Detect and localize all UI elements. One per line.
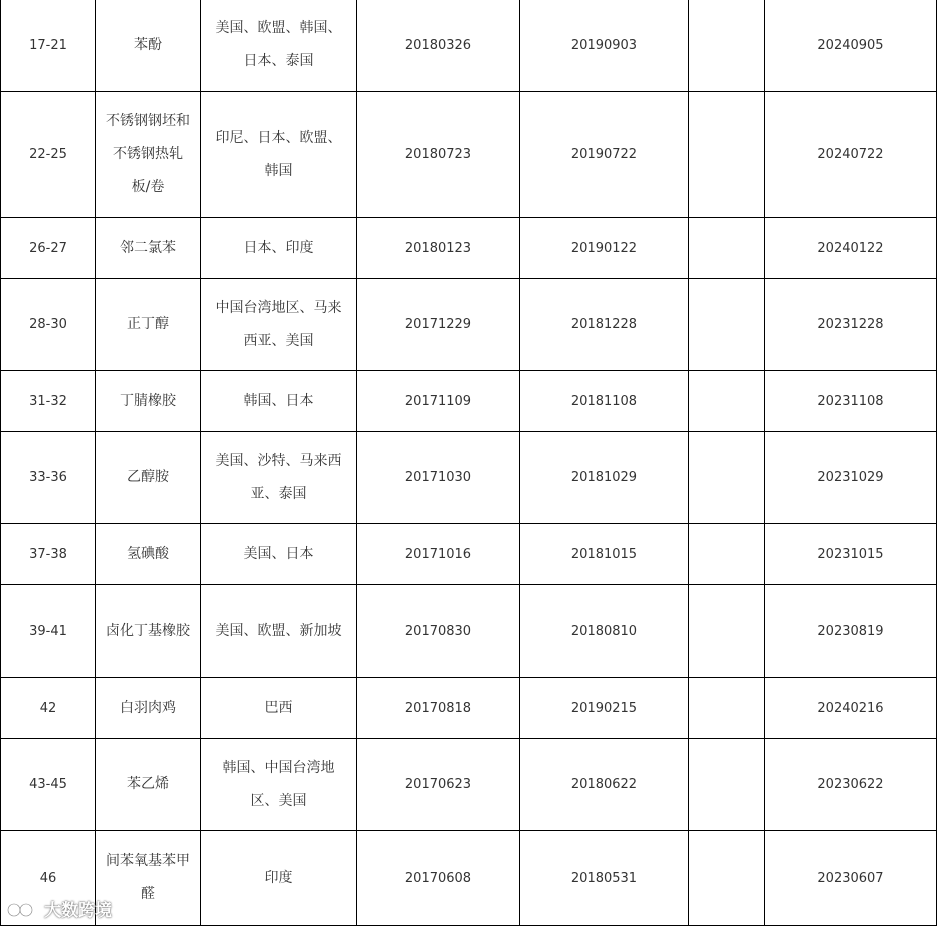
countries: 美国、欧盟、韩国、日本、泰国 xyxy=(201,0,357,92)
blank-cell xyxy=(689,371,765,432)
start-date: 20170818 xyxy=(357,678,520,739)
countries: 美国、欧盟、新加坡 xyxy=(201,585,357,678)
blank-cell xyxy=(689,0,765,92)
logo-icon xyxy=(6,897,40,921)
row-number: 42 xyxy=(1,678,96,739)
table-row xyxy=(1,0,937,92)
table-row xyxy=(1,524,937,585)
expire-date: 20230622 xyxy=(765,739,937,831)
watermark xyxy=(6,896,112,921)
end-date: 20190215 xyxy=(520,678,689,739)
countries: 日本、印度 xyxy=(201,218,357,279)
expire-date: 20231029 xyxy=(765,432,937,524)
product-name: 卤化丁基橡胶 xyxy=(96,585,201,678)
end-date: 20190722 xyxy=(520,92,689,218)
blank-cell xyxy=(689,92,765,218)
expire-date: 20230819 xyxy=(765,585,937,678)
expire-date: 20231228 xyxy=(765,279,937,371)
blank-cell xyxy=(689,218,765,279)
table-row xyxy=(1,218,937,279)
row-number: 46 xyxy=(1,831,96,926)
product-name: 白羽肉鸡 xyxy=(96,678,201,739)
expire-date: 20240905 xyxy=(765,0,937,92)
row-number: 26-27 xyxy=(1,218,96,279)
watermark-text: 大数跨境 xyxy=(44,901,112,921)
end-date: 20190903 xyxy=(520,0,689,92)
end-date: 20180531 xyxy=(520,831,689,926)
end-date: 20181108 xyxy=(520,371,689,432)
product-name: 正丁醇 xyxy=(96,279,201,371)
row-number: 37-38 xyxy=(1,524,96,585)
start-date: 20170623 xyxy=(357,739,520,831)
expire-date: 20240722 xyxy=(765,92,937,218)
end-date: 20180622 xyxy=(520,739,689,831)
expire-date: 20230607 xyxy=(765,831,937,926)
start-date: 20180123 xyxy=(357,218,520,279)
expire-date: 20231015 xyxy=(765,524,937,585)
start-date: 20170608 xyxy=(357,831,520,926)
countries: 韩国、日本 xyxy=(201,371,357,432)
end-date: 20181228 xyxy=(520,279,689,371)
product-name: 氢碘酸 xyxy=(96,524,201,585)
start-date: 20171109 xyxy=(357,371,520,432)
countries: 印尼、日本、欧盟、韩国 xyxy=(201,92,357,218)
start-date: 20171229 xyxy=(357,279,520,371)
blank-cell xyxy=(689,678,765,739)
expire-date: 20240216 xyxy=(765,678,937,739)
blank-cell xyxy=(689,524,765,585)
end-date: 20190122 xyxy=(520,218,689,279)
blank-cell xyxy=(689,831,765,926)
product-name: 间苯氧基苯甲醛 xyxy=(96,831,201,926)
start-date: 20180723 xyxy=(357,92,520,218)
product-name: 苯乙烯 xyxy=(96,739,201,831)
blank-cell xyxy=(689,279,765,371)
end-date: 20181015 xyxy=(520,524,689,585)
expire-date: 20240122 xyxy=(765,218,937,279)
product-name: 邻二氯苯 xyxy=(96,218,201,279)
table-row xyxy=(1,371,937,432)
blank-cell xyxy=(689,585,765,678)
product-name: 不锈钢钢坯和不锈钢热轧板/卷 xyxy=(96,92,201,218)
countries: 印度 xyxy=(201,831,357,926)
countries: 韩国、中国台湾地区、美国 xyxy=(201,739,357,831)
blank-cell xyxy=(689,432,765,524)
start-date: 20180326 xyxy=(357,0,520,92)
row-number: 22-25 xyxy=(1,92,96,218)
product-name: 丁腈橡胶 xyxy=(96,371,201,432)
row-number: 31-32 xyxy=(1,371,96,432)
product-name: 苯酚 xyxy=(96,0,201,92)
product-name: 乙醇胺 xyxy=(96,432,201,524)
start-date: 20171030 xyxy=(357,432,520,524)
countries: 巴西 xyxy=(201,678,357,739)
expire-date: 20231108 xyxy=(765,371,937,432)
table-row xyxy=(1,432,937,524)
table-row xyxy=(1,279,937,371)
row-number: 39-41 xyxy=(1,585,96,678)
end-date: 20180810 xyxy=(520,585,689,678)
countries: 美国、日本 xyxy=(201,524,357,585)
row-number: 28-30 xyxy=(1,279,96,371)
table-row xyxy=(1,739,937,831)
start-date: 20171016 xyxy=(357,524,520,585)
blank-cell xyxy=(689,739,765,831)
countries: 中国台湾地区、马来西亚、美国 xyxy=(201,279,357,371)
row-number: 43-45 xyxy=(1,739,96,831)
end-date: 20181029 xyxy=(520,432,689,524)
table-row xyxy=(1,678,937,739)
table-row xyxy=(1,585,937,678)
table-row xyxy=(1,831,937,926)
row-number: 17-21 xyxy=(1,0,96,92)
row-number: 33-36 xyxy=(1,432,96,524)
table-row xyxy=(1,92,937,218)
start-date: 20170830 xyxy=(357,585,520,678)
countries: 美国、沙特、马来西亚、泰国 xyxy=(201,432,357,524)
